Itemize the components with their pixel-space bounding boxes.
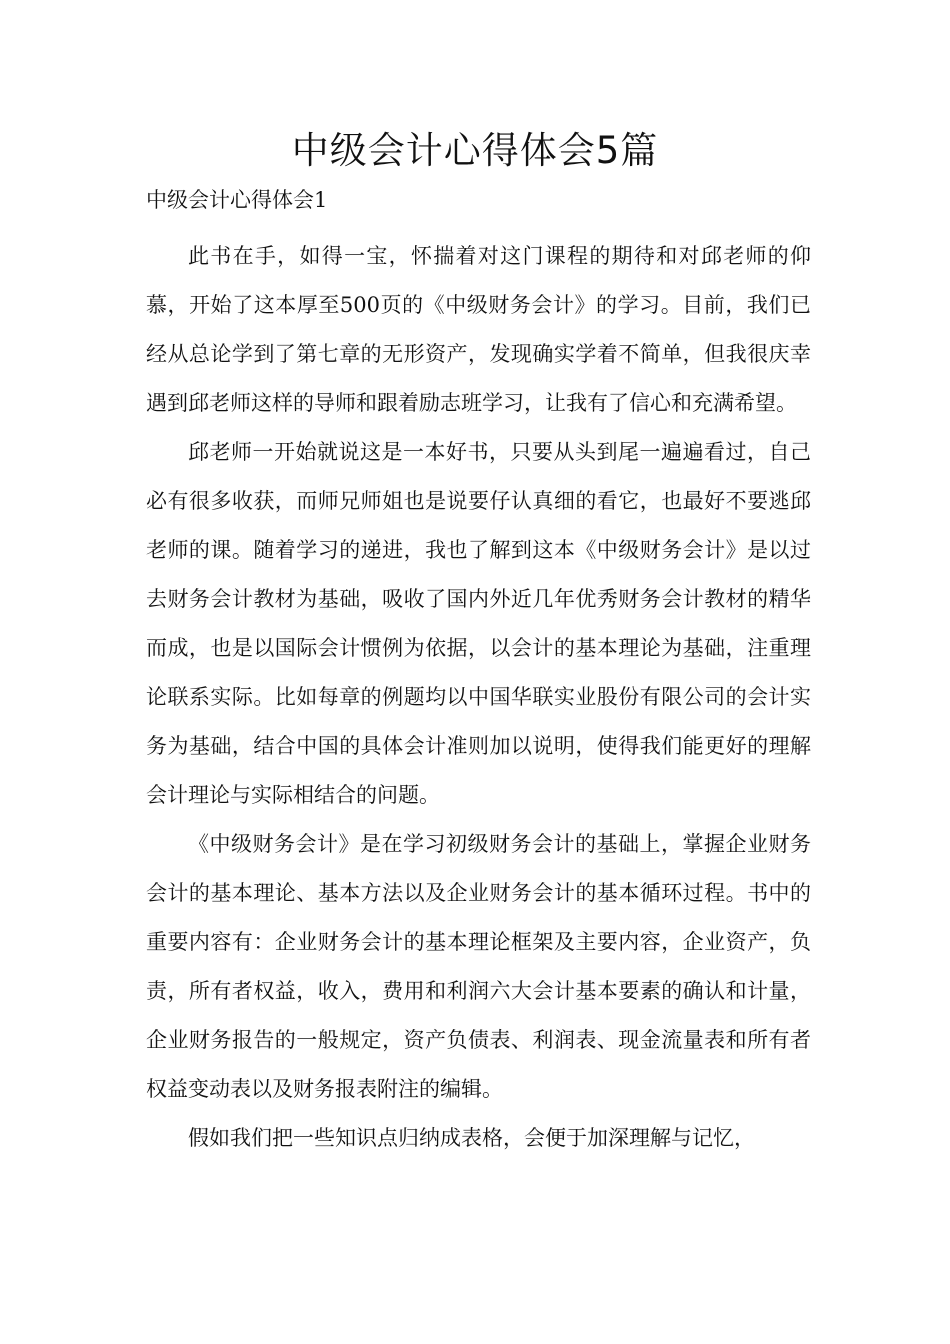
paragraph-4: 假如我们把一些知识点归纳成表格，会便于加深理解与记忆， (188, 1126, 755, 1150)
paragraph-1: 此书在手，如得一宝，怀揣着对这门课程的期待和对邱老师的仰慕，开始了这本厚至500页的《中级财务会计》的学习。目前，我们已经从总论学到了第七章的无形资产，发现确实学着不简单，但我很庆幸遇到邱老师这样的导师和跟着励志班学习，让我有了信心和充满希望。 (146, 244, 811, 415)
document-body (146, 232, 811, 1163)
paragraph-3: 《中级财务会计》是在学习初级财务会计的基础上，掌握企业财务会计的基本理论、基本方法以及企业财务会计的基本循环过程。书中的重要内容有：企业财务会计的基本理论框架及主要内容，企业资产，负责，所有者权益，收入，费用和利润六大会计基本要素的确认和计量，企业财务报告的一般规定，资产负债表、利润表、现金流量表和所有者权益变动表以及财务报表附注的编辑。 (146, 832, 811, 1101)
paragraph-2: 邱老师一开始就说这是一本好书，只要从头到尾一遍遍看过，自己必有很多收获，而师兄师姐也是说要仔认真细的看它，也最好不要逃邱老师的课。随着学习的递进，我也了解到这本《中级财务会计》是以过去财务会计教材为基础，吸收了国内外近几年优秀财务会计教材的精华而成，也是以国际会计惯例为依据，以会计的基本理论为基础，注重理论联系实际。比如每章的例题均以中国华联实业股份有限公司的会计实务为基础，结合中国的具体会计准则加以说明，使得我们能更好的理解会计理论与实际相结合的问题。 (146, 440, 811, 807)
section-heading: 中级会计心得体会1 (146, 188, 328, 212)
document-title: 中级会计心得体会5篇 (291, 129, 659, 172)
